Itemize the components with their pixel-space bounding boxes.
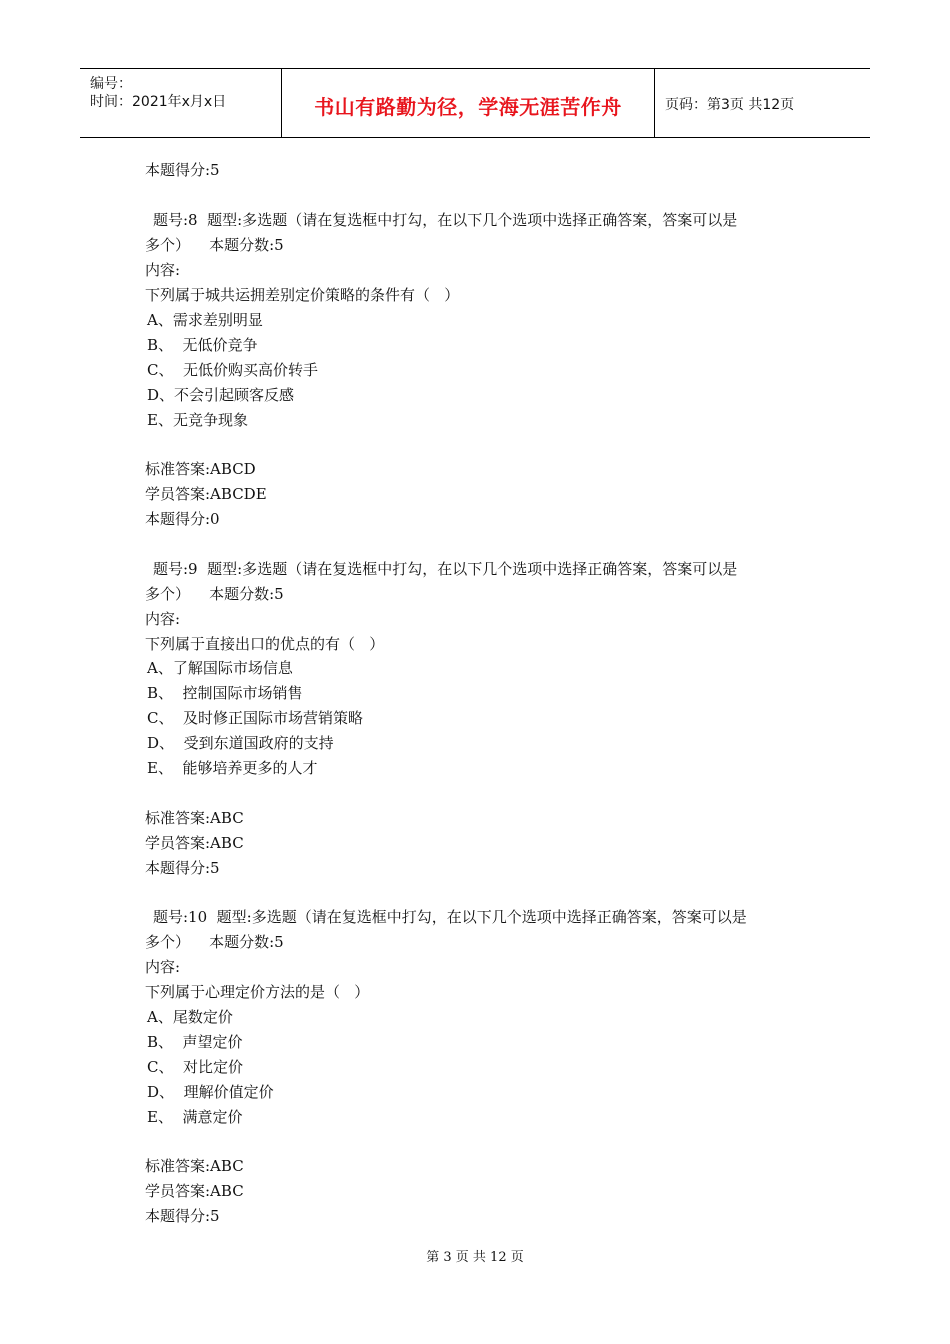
option-e: E、 满意定价 — [147, 1108, 243, 1126]
question-header-cont: 多个） 本题分数:5 — [145, 585, 284, 603]
header-motto: 书山有路勤为径，学海无涯苦作舟 — [314, 95, 622, 119]
question-text: 下列属于直接出口的优点的有（ ） — [145, 635, 385, 653]
option-c: C、 及时修正国际市场营销策略 — [147, 709, 364, 727]
document-number-label: 编号： — [90, 76, 132, 92]
option-b: B、 无低价竞争 — [147, 336, 258, 354]
page-footer: 第 3 页 共 12 页 — [426, 1250, 524, 1265]
score-line: 本题得分:5 — [145, 1207, 220, 1225]
question-header: 题号:10 题型:多选题（请在复选框中打勾，在以下几个选项中选择正确答案，答案可以是 — [153, 908, 747, 926]
option-c: C、 对比定价 — [147, 1058, 244, 1076]
option-b: B、 控制国际市场销售 — [147, 684, 303, 702]
option-b: B、 声望定价 — [147, 1033, 243, 1051]
question-text: 下列属于心理定价方法的是（ ） — [145, 983, 370, 1001]
question-text: 下列属于城共运拥差别定价策略的条件有（ ） — [145, 286, 460, 304]
student-answer: 学员答案:ABC — [145, 834, 244, 852]
document-date: 时间：2021年x月x日 — [90, 94, 227, 110]
option-e: E、 能够培养更多的人才 — [147, 759, 318, 777]
score-line: 本题得分:5 — [145, 161, 220, 179]
option-a: A、了解国际市场信息 — [147, 659, 293, 677]
option-c: C、 无低价购买高价转手 — [147, 361, 319, 379]
option-d: D、 受到东道国政府的支持 — [147, 734, 334, 752]
option-d: D、 理解价值定价 — [147, 1083, 274, 1101]
question-header-cont: 多个） 本题分数:5 — [145, 236, 284, 254]
student-answer: 学员答案:ABCDE — [145, 485, 267, 503]
header-page-cell — [655, 69, 870, 137]
question-header: 题号:9 题型:多选题（请在复选框中打勾，在以下几个选项中选择正确答案，答案可以是 — [153, 560, 738, 578]
option-a: A、需求差别明显 — [147, 311, 263, 329]
option-d: D、不会引起顾客反感 — [147, 386, 295, 404]
standard-answer: 标准答案:ABC — [145, 809, 244, 827]
score-line: 本题得分:0 — [145, 510, 220, 528]
option-a: A、尾数定价 — [147, 1008, 233, 1026]
page-header — [80, 68, 870, 138]
content-label: 内容: — [145, 610, 181, 628]
header-meta-cell — [80, 69, 282, 137]
header-page-info: 页码：第3页 共12页 — [665, 97, 795, 113]
content-label: 内容: — [145, 958, 181, 976]
standard-answer: 标准答案:ABC — [145, 1157, 244, 1175]
header-motto-cell — [282, 69, 655, 137]
option-e: E、无竞争现象 — [147, 411, 248, 429]
score-line: 本题得分:5 — [145, 859, 220, 877]
standard-answer: 标准答案:ABCD — [145, 460, 256, 478]
content-label: 内容: — [145, 261, 181, 279]
student-answer: 学员答案:ABC — [145, 1182, 244, 1200]
question-header: 题号:8 题型:多选题（请在复选框中打勾，在以下几个选项中选择正确答案，答案可以是 — [153, 211, 738, 229]
question-header-cont: 多个） 本题分数:5 — [145, 933, 284, 951]
